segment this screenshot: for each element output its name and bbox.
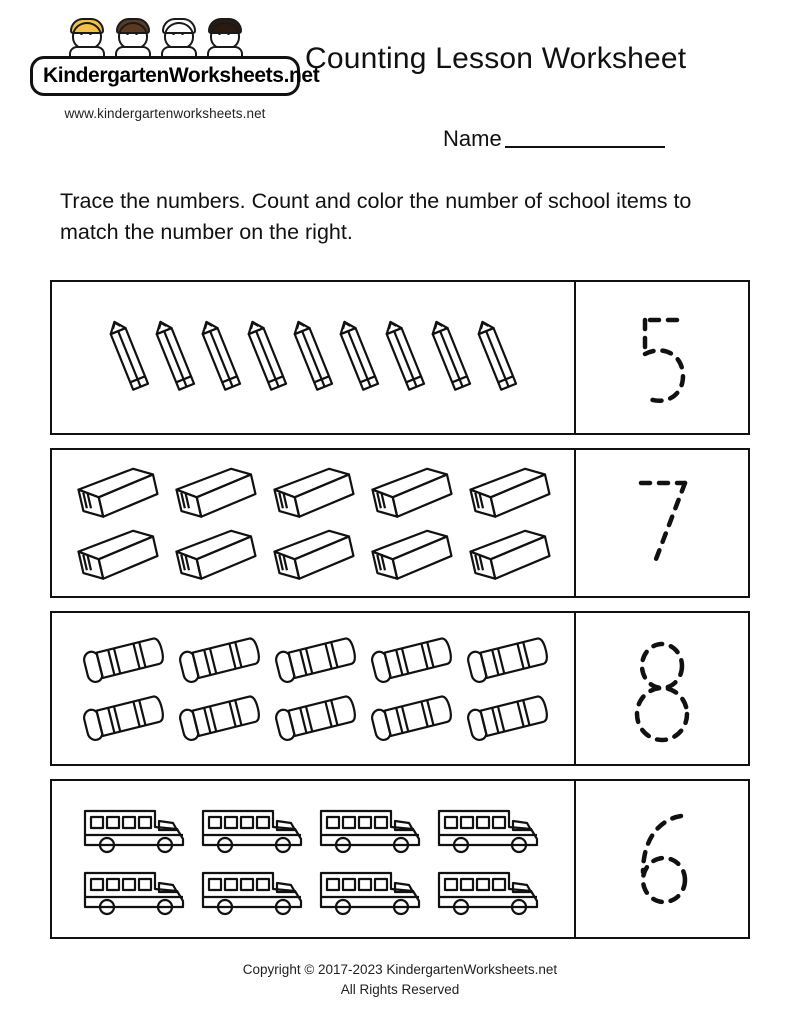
book-icon[interactable] [264, 523, 362, 585]
kid-figure [65, 18, 109, 60]
crayon-icon[interactable] [73, 631, 169, 689]
bus-icon[interactable] [195, 859, 313, 921]
kids-illustration-icon [65, 18, 265, 60]
bus-icon[interactable] [431, 859, 549, 921]
worksheet-row-books [50, 448, 750, 598]
site-logo[interactable] [30, 18, 320, 121]
number-cell-7 [576, 450, 748, 596]
crayon-icon[interactable] [169, 631, 265, 689]
pencil-icon[interactable] [474, 315, 520, 401]
book-icon[interactable] [68, 523, 166, 585]
book-icon[interactable] [166, 461, 264, 523]
crayon-icon[interactable] [457, 631, 553, 689]
crayon-icon[interactable] [73, 689, 169, 747]
item-line [73, 689, 553, 747]
worksheet-row-crayons [50, 611, 750, 766]
book-icon[interactable] [68, 461, 166, 523]
page-footer [0, 960, 800, 1001]
logo-text-dotnet: .net [283, 64, 320, 87]
instructions-text: Trace the numbers. Count and color the number of school items to match the number on the right. [60, 189, 692, 244]
item-cell-buses [52, 781, 576, 937]
bus-icon[interactable] [77, 859, 195, 921]
traced-number-5[interactable] [617, 298, 707, 418]
item-cell-books [52, 450, 576, 596]
item-line [68, 523, 558, 585]
crayon-icon[interactable] [361, 689, 457, 747]
crayon-icon[interactable] [361, 631, 457, 689]
pencil-icon[interactable] [198, 315, 244, 401]
bus-icon[interactable] [313, 859, 431, 921]
number-cell-8 [576, 613, 748, 764]
book-icon[interactable] [460, 461, 558, 523]
logo-banner[interactable] [30, 56, 320, 96]
pencil-icon[interactable] [336, 315, 382, 401]
worksheet-rows [50, 280, 750, 952]
worksheet-row-buses [50, 779, 750, 939]
pencil-icon[interactable] [106, 315, 152, 401]
number-cell-5 [576, 282, 748, 433]
logo-text-kindergarten: Kindergarten [43, 64, 169, 87]
copyright-text: Copyright © 2017-2023 KindergartenWorksheets.net [242, 962, 558, 977]
name-field-row [443, 126, 665, 152]
book-icon[interactable] [362, 523, 460, 585]
pencil-icon[interactable] [152, 315, 198, 401]
kid-figure [157, 18, 201, 60]
pencil-icon[interactable] [290, 315, 336, 401]
book-icon[interactable] [362, 461, 460, 523]
book-icon[interactable] [264, 461, 362, 523]
item-line [106, 315, 520, 401]
item-line [77, 859, 549, 921]
bus-icon[interactable] [77, 797, 195, 859]
site-url: www.kindergartenworksheets.net [64, 106, 266, 121]
bus-icon[interactable] [313, 797, 431, 859]
worksheet-row-pencils [50, 280, 750, 435]
kid-figure [111, 18, 155, 60]
bus-icon[interactable] [431, 797, 549, 859]
pencil-icon[interactable] [244, 315, 290, 401]
logo-text-worksheets: Worksheets [168, 64, 284, 87]
page-header [0, 0, 800, 160]
crayon-icon[interactable] [457, 689, 553, 747]
pencil-icon[interactable] [428, 315, 474, 401]
item-line [68, 461, 558, 523]
pencil-icon[interactable] [382, 315, 428, 401]
kid-figure [203, 18, 247, 60]
crayon-icon[interactable] [265, 631, 361, 689]
book-icon[interactable] [166, 523, 264, 585]
crayon-icon[interactable] [265, 689, 361, 747]
crayon-icon[interactable] [169, 689, 265, 747]
page-title: Counting Lesson Worksheet [305, 42, 687, 75]
item-line [73, 631, 553, 689]
traced-number-8[interactable] [617, 626, 707, 752]
name-input[interactable] [505, 126, 665, 148]
traced-number-6[interactable] [617, 796, 707, 922]
item-line [77, 797, 549, 859]
name-label: Name [443, 126, 502, 151]
item-cell-crayons [52, 613, 576, 764]
traced-number-7[interactable] [617, 463, 707, 583]
book-icon[interactable] [460, 523, 558, 585]
rights-text: All Rights Reserved [340, 982, 460, 998]
number-cell-6 [576, 781, 748, 937]
bus-icon[interactable] [195, 797, 313, 859]
item-cell-pencils [52, 282, 576, 433]
